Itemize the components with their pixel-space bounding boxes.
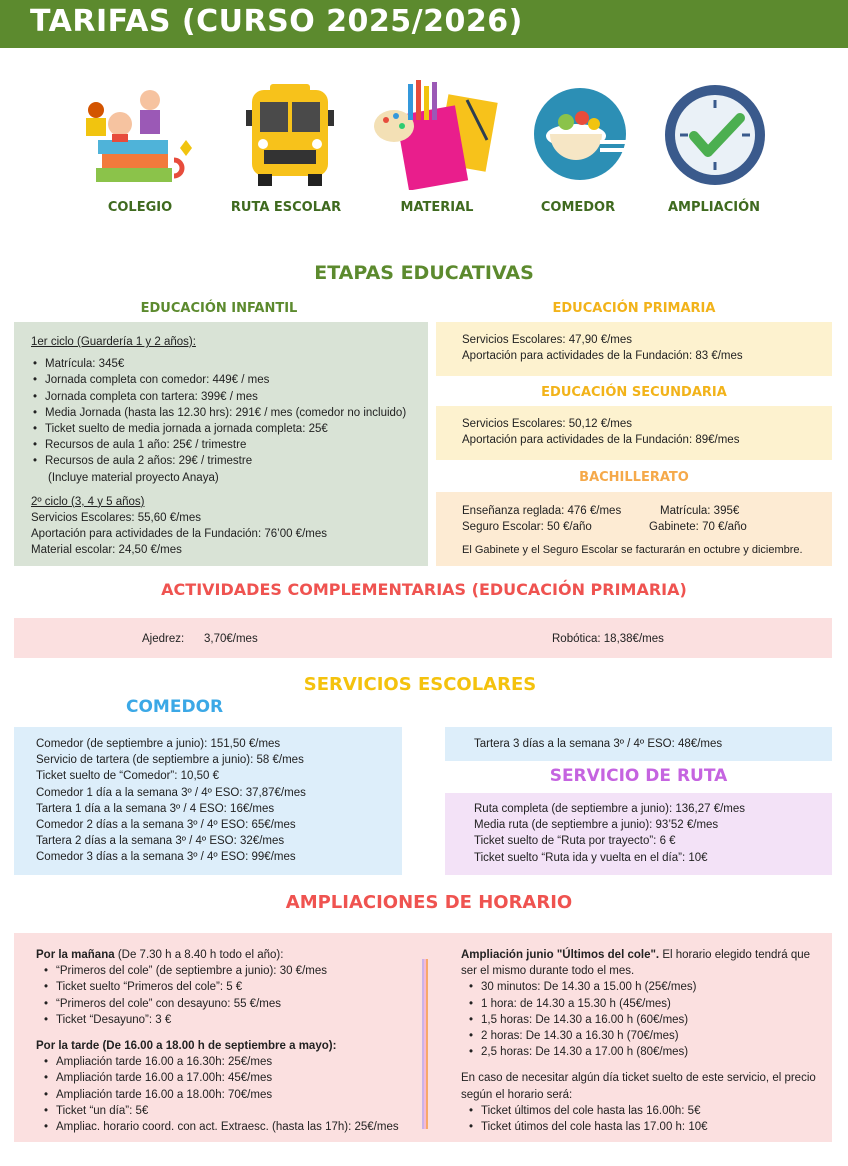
list-item: • Recursos de aula 2 años: 29€ / trimestre	[31, 453, 426, 469]
icon-label-material: MATERIAL	[400, 200, 474, 215]
actividades-box	[14, 618, 832, 658]
list-item: • 2 horas: De 14.30 a 16.30 h (70€/mes)	[467, 1028, 821, 1044]
secundaria-title: EDUCACIÓN SECUNDARIA	[541, 385, 727, 400]
bach-ensenanza: Enseñanza reglada: 476 €/mes	[462, 505, 622, 517]
ruta-title: SERVICIO DE RUTA	[549, 766, 728, 786]
secundaria-line: Aportación para actividades de la Fundación: 89€/mes	[462, 434, 740, 447]
list-item: • Ampliación tarde 16.00 a 18.00h: 70€/mes	[42, 1087, 426, 1103]
comedor-line: Servicio de tartera (de septiembre a junio): 58 €/mes	[36, 754, 304, 767]
tarde-list	[42, 1054, 426, 1135]
bachillerato-title: BACHILLERATO	[579, 470, 689, 485]
bach-note: El Gabinete y el Seguro Escolar se facturarán en octubre y diciembre.	[462, 544, 803, 556]
ticket-intro: En caso de necesitar algún día ticket suelto de este servicio, el precio según el horario será:	[461, 1072, 816, 1101]
colegio-icon	[78, 80, 198, 190]
list-item: • 30 minutos: De 14.30 a 15.00 h (25€/mes)	[467, 979, 821, 995]
junio-title: Ampliación junio "Últimos del cole".	[461, 949, 660, 961]
primaria-line: Servicios Escolares: 47,90 €/mes	[462, 334, 633, 346]
manana-list	[42, 963, 426, 1028]
list-item: • Ticket útimos del cole hasta las 17.00 h: 10€	[467, 1119, 821, 1135]
bach-seguro: Seguro Escolar: 50 €/año	[462, 521, 592, 533]
comedor-line: Ticket suelto de “Comedor”: 10,50 €	[36, 770, 220, 783]
primaria-box	[436, 322, 832, 376]
ajedrez-price: 3,70€/mes	[204, 633, 258, 645]
primaria-title: EDUCACIÓN PRIMARIA	[552, 301, 716, 316]
primaria-line: Aportación para actividades de la Fundación: 83 €/mes	[462, 350, 743, 363]
school-supplies-icon	[372, 80, 492, 190]
ticket-list	[467, 1103, 821, 1135]
comedor-line: Tartera 2 días a la semana 3º / 4º ESO: 32€/mes	[36, 835, 285, 848]
list-item: • “Primeros del cole” con desayuno: 55 €/mes	[42, 996, 426, 1012]
list-item: • Ticket “Desayuno”: 3 €	[42, 1012, 426, 1028]
bachillerato-box	[436, 492, 832, 566]
ampliaciones-box	[14, 933, 832, 1142]
ruta-line: Ticket suelto de “Ruta por trayecto”: 6 €	[474, 835, 676, 848]
ruta-line: Media ruta (de septiembre a junio): 93’52 €/mes	[474, 819, 719, 832]
list-item: • 1 hora: de 14.30 a 15.30 h (45€/mes)	[467, 996, 821, 1012]
school-bus-icon	[230, 80, 350, 190]
comedor-box	[14, 727, 402, 875]
page-title: TARIFAS (CURSO 2025/2026)	[30, 4, 523, 39]
list-item: • 1,5 horas: De 14.30 a 16.00 h (60€/mes)	[467, 1012, 821, 1028]
list-item: • “Primeros del cole” (de septiembre a junio): 30 €/mes	[42, 963, 426, 979]
icon-label-ruta-escolar: RUTA ESCOLAR	[230, 200, 342, 215]
food-plate-icon	[520, 80, 640, 190]
ruta-line: Ticket suelto “Ruta ida y vuelta en el día”: 10€	[474, 851, 708, 864]
secundaria-box	[436, 406, 832, 460]
actividades-title: ACTIVIDADES COMPLEMENTARIAS (EDUCACIÓN PRIMARIA)	[161, 580, 687, 599]
comedor-line: Comedor 3 días a la semana 3º / 4º ESO: 99€/mes	[36, 851, 296, 864]
bach-gabinete: Gabinete: 70 €/año	[649, 521, 747, 533]
ruta-line: Ruta completa (de septiembre a junio): 136,27 €/mes	[474, 803, 746, 815]
tartera3-line: Tartera 3 días a la semana 3º / 4º ESO: 48€/mes	[474, 738, 723, 750]
list-item: • Ticket “un día”: 5€	[42, 1103, 426, 1119]
comedor-line: Comedor 1 día a la semana 3º / 4º ESO: 37,87€/mes	[36, 786, 306, 799]
ruta-box	[445, 793, 832, 875]
junio-text: El horario elegido tendrá que ser el mismo durante todo el mes.	[461, 949, 811, 978]
robotica: Robótica: 18,38€/mes	[552, 633, 664, 645]
junio-list	[467, 979, 821, 1060]
list-item: • Ampliac. horario coord. con act. Extraesc. (hasta las 17h): 25€/mes	[42, 1119, 426, 1135]
ciclo1-title: 1er ciclo (Guardería 1 y 2 años):	[31, 336, 196, 348]
infantil-box	[14, 322, 428, 566]
manana-title: Por la mañana	[36, 949, 115, 961]
tarde-title: Por la tarde (De 16.00 a 18.00 h de septiembre a mayo):	[36, 1040, 337, 1053]
icon-label-ampliacion: AMPLIACIÓN	[667, 200, 760, 215]
ciclo2-line: Material escolar: 24,50 €/mes	[31, 544, 182, 557]
list-item: • Ampliación tarde 16.00 a 16.30h: 25€/mes	[42, 1054, 426, 1070]
list-item: • Ticket suelto de media jornada a jornada completa: 25€	[31, 421, 426, 437]
infantil-title: EDUCACIÓN INFANTIL	[140, 301, 298, 316]
list-item: • Ticket últimos del cole hasta las 16.00h: 5€	[467, 1103, 821, 1119]
bach-matricula: Matrícula: 395€	[660, 505, 740, 517]
tartera3-box	[445, 727, 832, 761]
list-item: • Jornada completa con comedor: 449€ / mes	[31, 372, 426, 388]
list-item: • 2,5 horas: De 14.30 a 17.00 h (80€/mes)	[467, 1044, 821, 1060]
manana-sub: (De 7.30 h a 8.40 h todo el año):	[114, 949, 284, 961]
comedor-line: Comedor (de septiembre a junio): 151,50 €/mes	[36, 738, 281, 750]
ciclo1-list	[31, 356, 426, 469]
list-item: • Jornada completa con tartera: 399€ / mes	[31, 389, 426, 405]
ciclo2-line: Aportación para actividades de la Fundación: 76’00 €/mes	[31, 528, 327, 541]
secundaria-line: Servicios Escolares: 50,12 €/mes	[462, 418, 633, 430]
list-item: • Matrícula: 345€	[31, 356, 426, 372]
list-item: • Ampliación tarde 16.00 a 17.00h: 45€/mes	[42, 1070, 426, 1086]
comedor-title: COMEDOR	[126, 697, 224, 717]
comedor-line: Tartera 1 día a la semana 3º / 4 ESO: 16€/mes	[36, 802, 275, 815]
ciclo2-title: 2º ciclo (3, 4 y 5 años)	[31, 495, 145, 508]
clock-check-icon	[660, 80, 780, 190]
ciclo2-line: Servicios Escolares: 55,60 €/mes	[31, 512, 202, 525]
ciclo1-note: (Incluye material proyecto Anaya)	[48, 471, 219, 484]
ajedrez-label: Ajedrez:	[142, 633, 185, 645]
list-item: • Ticket suelto “Primeros del cole”: 5 €	[42, 979, 426, 995]
icon-label-comedor: COMEDOR	[540, 200, 616, 215]
list-item: • Media Jornada (hasta las 12.30 hrs): 291€ / mes (comedor no incluido)	[31, 405, 426, 421]
etapas-title: ETAPAS EDUCATIVAS	[314, 262, 534, 284]
list-item: • Recursos de aula 1 año: 25€ / trimestre	[31, 437, 426, 453]
icon-label-colegio: COLEGIO	[107, 200, 173, 215]
ampliaciones-title: AMPLIACIONES DE HORARIO	[285, 892, 573, 913]
servicios-title: SERVICIOS ESCOLARES	[303, 674, 537, 695]
comedor-line: Comedor 2 días a la semana 3º / 4º ESO: 65€/mes	[36, 819, 296, 832]
column-divider	[422, 959, 428, 1129]
